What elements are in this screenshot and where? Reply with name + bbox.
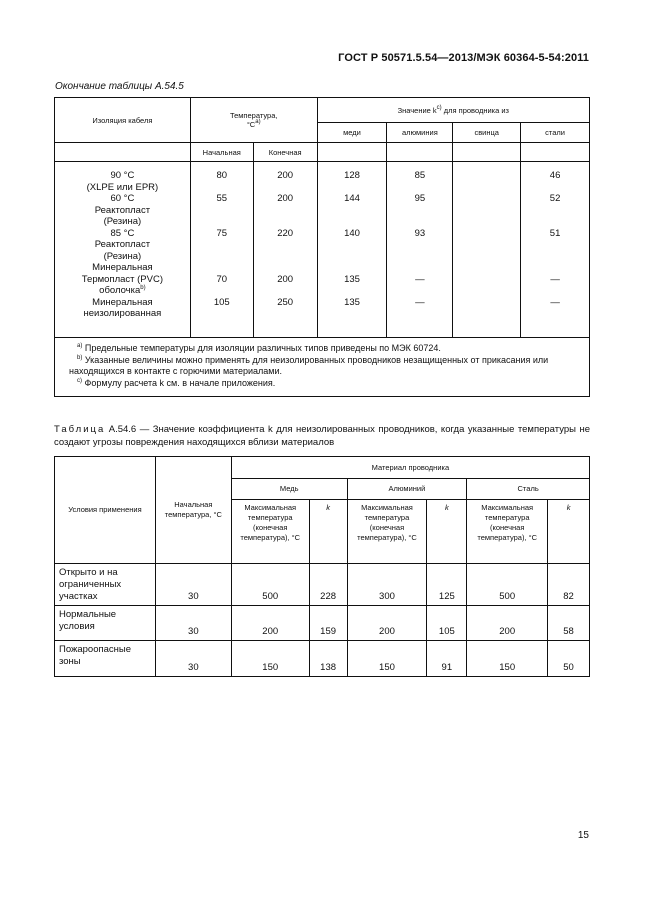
table1-footnotes <box>55 338 590 397</box>
header-initial-temp: Начальная температура, °С <box>155 457 231 564</box>
header-insulation: Изоляция кабеля <box>55 98 191 143</box>
header-aluminium: Алюминий <box>347 479 467 500</box>
header-lead: свинца <box>453 123 521 143</box>
initial-temp-column: 80 55 75 70 105 <box>190 162 253 338</box>
header-initial: Начальная <box>190 143 253 162</box>
table1-caption: Окончание таблицы А.54.5 <box>55 81 184 92</box>
header-aluminium: алюминия <box>387 123 453 143</box>
final-temp-column: 200 200 220 200 250 <box>253 162 317 338</box>
copper-column: 128 144 140 135 135 <box>317 162 387 338</box>
insulation-column: 90 °С (XLPE или EPR) 60 °С Реактопласт (Резина) 85 °С Реактопласт (Резина) Минеральная Термопласт (PVC) оболочка$^{b)}$ Минеральная неизолированная <box>55 162 191 338</box>
header-copper: меди <box>317 123 387 143</box>
table2-caption: Таблица А.54.6 — Значение коэффициента k для неизолированных проводников, когда указанные температуры не создают угрозы повреждения находящихся вблизи материалов <box>54 424 590 448</box>
header-copper-max-temp: Максимальная температура (конечная температура), °С <box>231 500 309 564</box>
page-number: 15 <box>577 830 589 841</box>
lead-column <box>453 162 521 338</box>
header-material: Материал проводника <box>231 457 589 479</box>
header-temperature: Температура, $^\circ С^{a)}$ <box>190 98 317 143</box>
header-steel-max-temp: Максимальная температура (конечная температура), °С <box>467 500 548 564</box>
header-conditions: Условия применения <box>55 457 156 564</box>
header-steel: стали <box>521 123 590 143</box>
footnote-a: $^{a)}$ Предельные температуры для изоляции различных типов приведены по МЭК 60724. <box>77 343 441 353</box>
header-final: Конечная <box>253 143 317 162</box>
table-row: Открыто и на ограниченных участках 30 500 228 300 125 500 82 <box>55 564 590 606</box>
header-steel-k: k <box>548 500 590 564</box>
table-a54-5 <box>54 97 590 397</box>
aluminium-column: 85 95 93 — — <box>387 162 453 338</box>
table-a54-6 <box>54 456 590 677</box>
footnote-c: $^{c)}$ Формулу расчета k см. в начале приложения. <box>77 377 276 388</box>
table-row: Нормальные условия 30 200 159 200 105 200 58 <box>55 606 590 641</box>
header-copper-k: k <box>309 500 347 564</box>
table-row: Пожароопасные зоны 30 150 138 150 91 150 50 <box>55 641 590 677</box>
header-aluminium-max-temp: Максимальная температура (конечная температура), °С <box>347 500 427 564</box>
header-k-value: Значение $k^{c)}$ для проводника из <box>317 98 589 123</box>
document-header: ГОСТ Р 50571.5.54—2013/МЭК 60364-5-54:2011 <box>338 52 589 64</box>
steel-column: 46 52 51 — — <box>521 162 590 338</box>
header-steel: Сталь <box>467 479 590 500</box>
footnote-b: $^{b)}$ Указанные величины можно применять для неизолированных проводников незащищенных от прикасания или находящихся в контакте с горючими материалами. <box>69 354 549 376</box>
header-aluminium-k: k <box>427 500 467 564</box>
header-copper: Медь <box>231 479 347 500</box>
